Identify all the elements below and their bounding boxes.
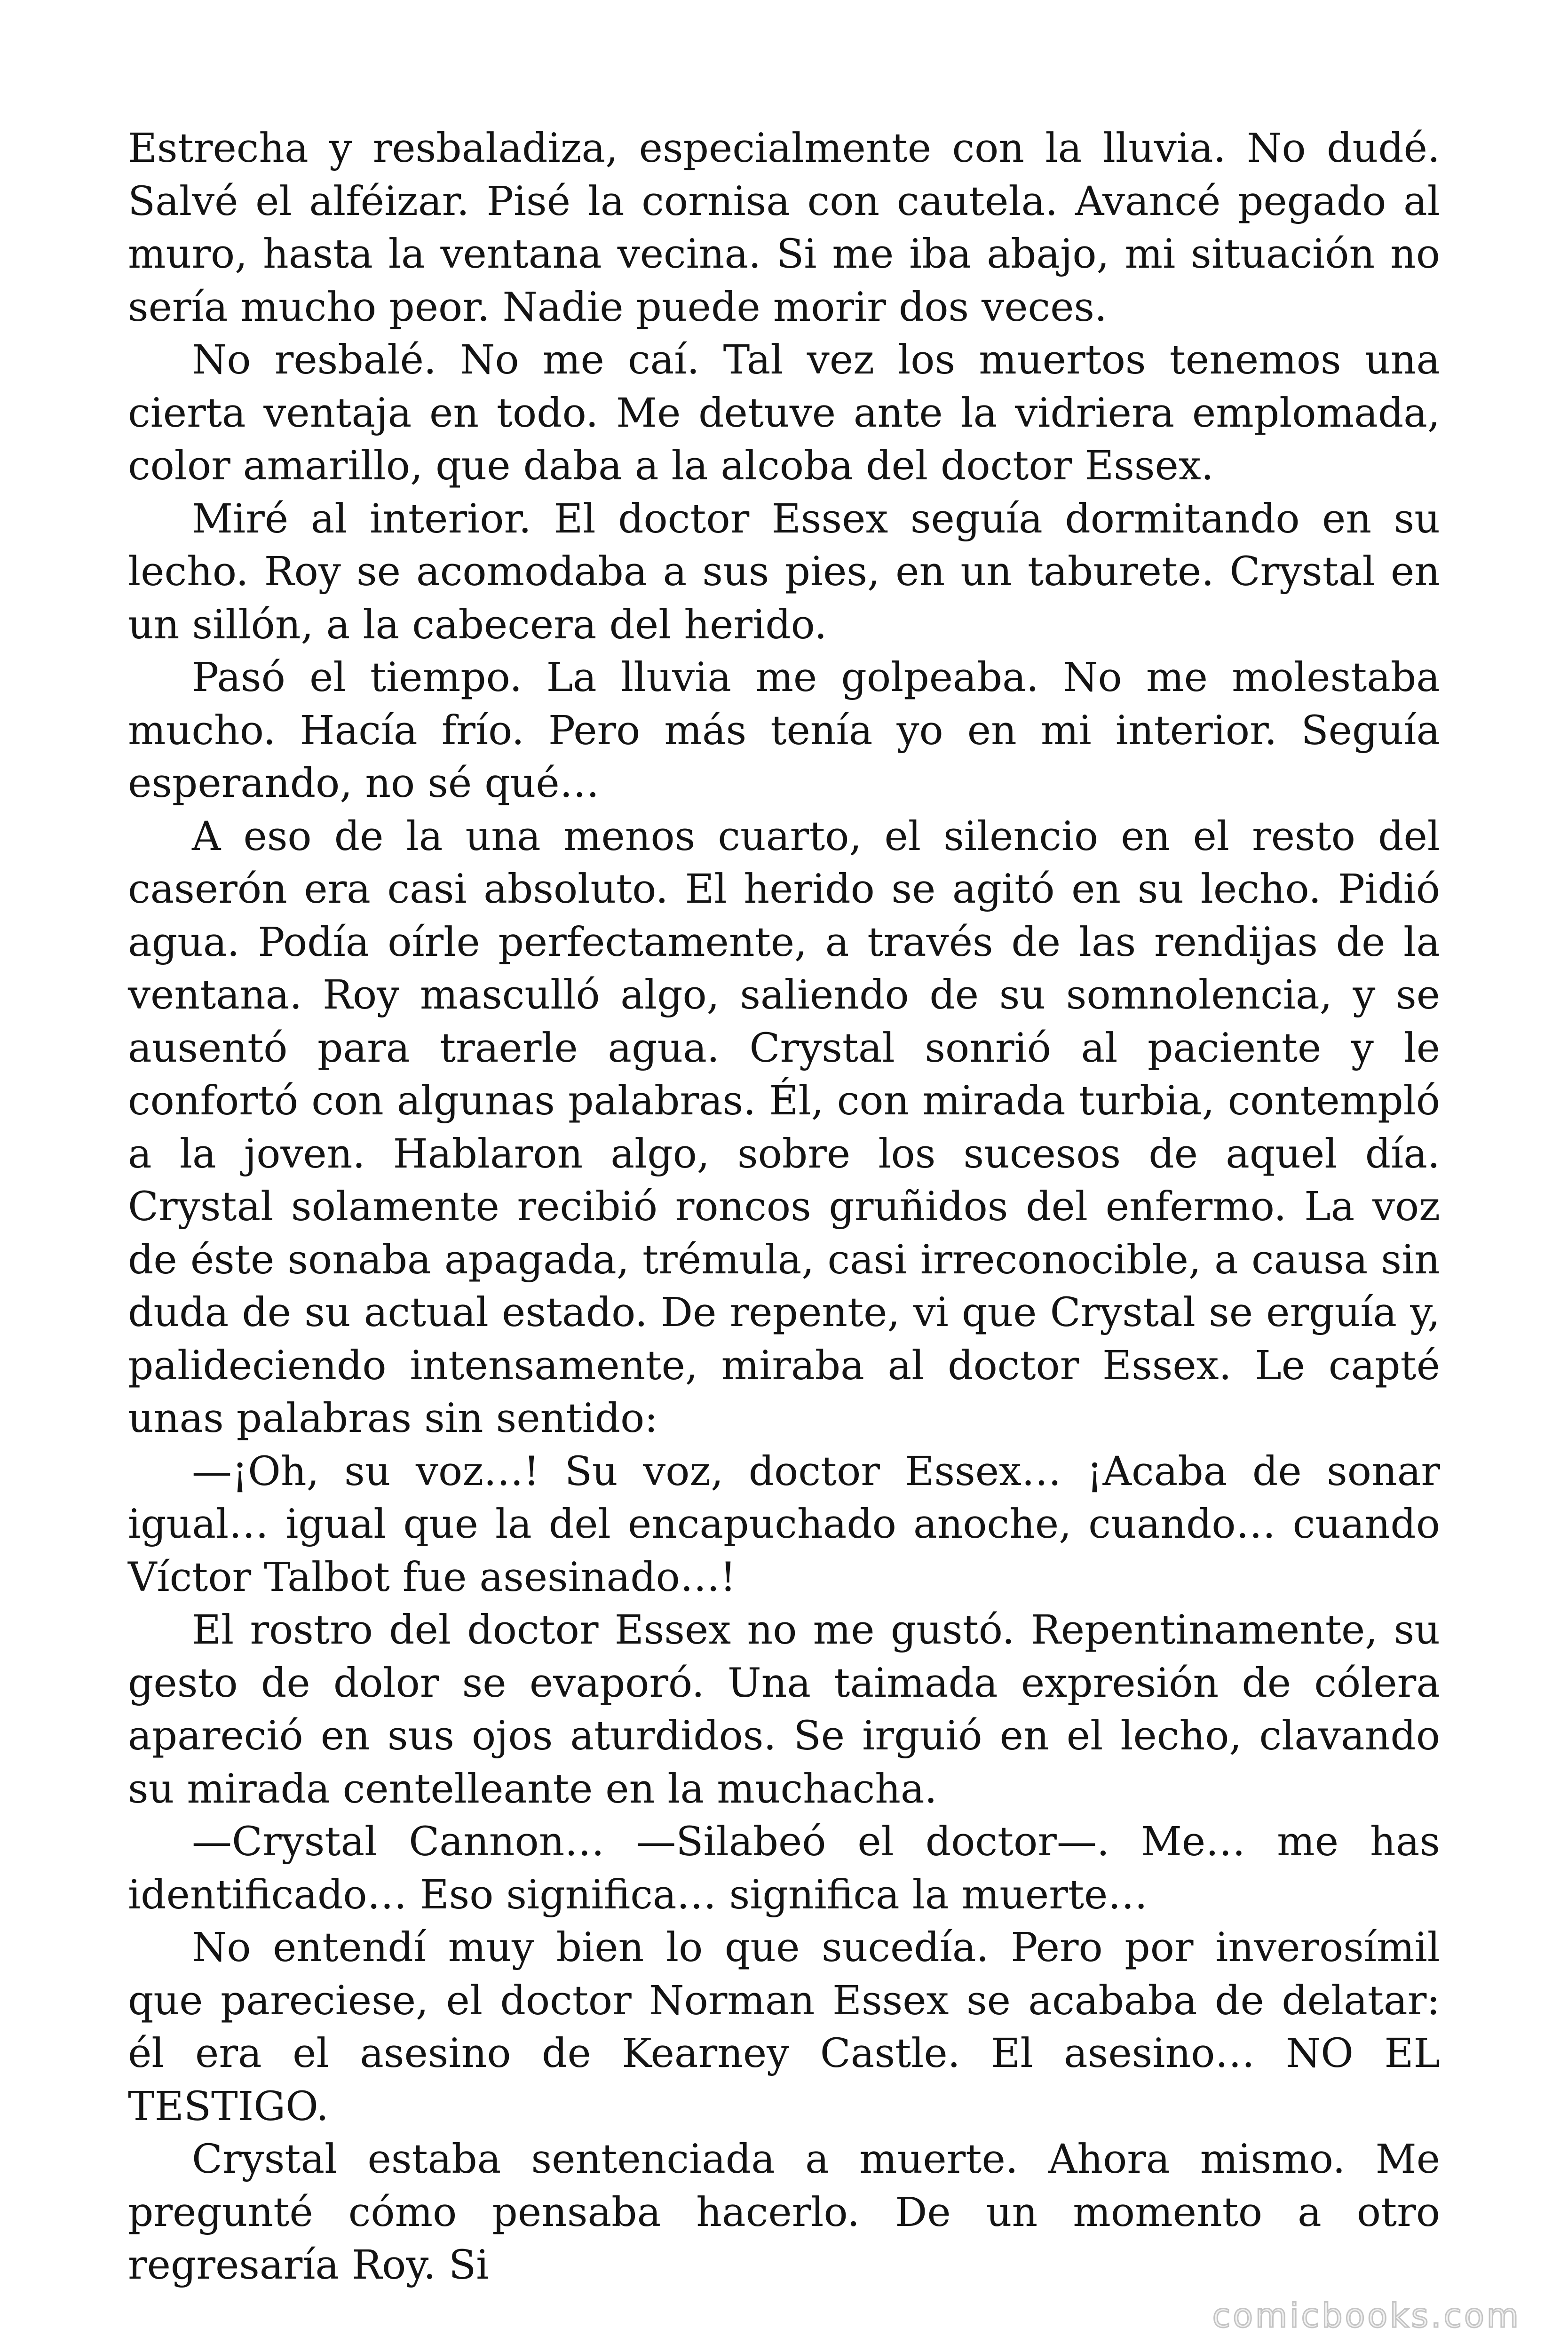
paragraph: Miré al interior. El doctor Essex seguía dormitando en su lecho. Roy se acomodaba a sus pies, en un taburete. Crystal en un sillón, a la cabecera del herido. [128,495,1440,648]
paragraph: —Crystal Cannon… —Silabeó el doctor—. Me… me has identificado… Eso significa… significa la muerte… [128,1819,1440,1918]
paragraph: Estrecha y resbaladiza, especialmente con la lluvia. No dudé. Salvé el alféizar. Pisé la cornisa con cautela. Avancé pegado al muro, hasta la ventana vecina. Si me iba abajo, mi situación no sería mucho peor. Nadie puede morir dos veces. [128,125,1440,331]
paragraph: A eso de la una menos cuarto, el silencio en el resto del caserón era casi absoluto. El herido se agitó en su lecho. Pidió agua. Podía oírle perfectamente, a través de las rendijas de la ventana. Roy masculló algo, saliendo de su somnolencia, y se ausentó para traerle agua. Crystal sonrió al paciente y le confortó con algunas palabras. Él, con mirada turbia, contempló a la joven. Hablaron algo, sobre los sucesos de aquel día. Crystal solamente recibió roncos gruñidos del enfermo. La voz de éste sonaba apagada, trémula, casi irreconocible, a causa sin duda de su actual estado. De repente, vi que Crystal se erguía y, palideciendo intensamente, miraba al doctor Essex. Le capté unas palabras sin sentido: [128,813,1440,1442]
body-text [128,122,1440,2292]
paragraph: No resbalé. No me caí. Tal vez los muertos tenemos una cierta ventaja en todo. Me detuve ante la vidriera emplomada, color amarillo, que daba a la alcoba del doctor Essex. [128,337,1440,489]
paragraph: —¡Oh, su voz…! Su voz, doctor Essex… ¡Acaba de sonar igual… igual que la del encapuchado anoche, cuando… cuando Víctor Talbot fue asesinado…! [128,1448,1440,1601]
watermark: comicbooks.com [1212,2296,1521,2335]
paragraph: Pasó el tiempo. La lluvia me golpeaba. No me molestaba mucho. Hacía frío. Pero más tenía yo en mi interior. Seguía esperando, no sé qué… [128,654,1440,807]
paragraph: No entendí muy bien lo que sucedía. Pero por inverosímil que pareciese, el doctor Norman Essex se acababa de delatar: él era el asesino de Kearney Castle. El asesino… NO EL TESTIGO. [128,1924,1440,2130]
paragraph: Crystal estaba sentenciada a muerte. Ahora mismo. Me pregunté cómo pensaba hacerlo. De un momento a otro regresaría Roy. Si [128,2136,1440,2288]
paragraph: El rostro del doctor Essex no me gustó. Repentinamente, su gesto de dolor se evaporó. Una taimada expresión de cólera apareció en sus ojos aturdidos. Se irguió en el lecho, clavando su mirada centelleante en la muchacha. [128,1607,1440,1812]
